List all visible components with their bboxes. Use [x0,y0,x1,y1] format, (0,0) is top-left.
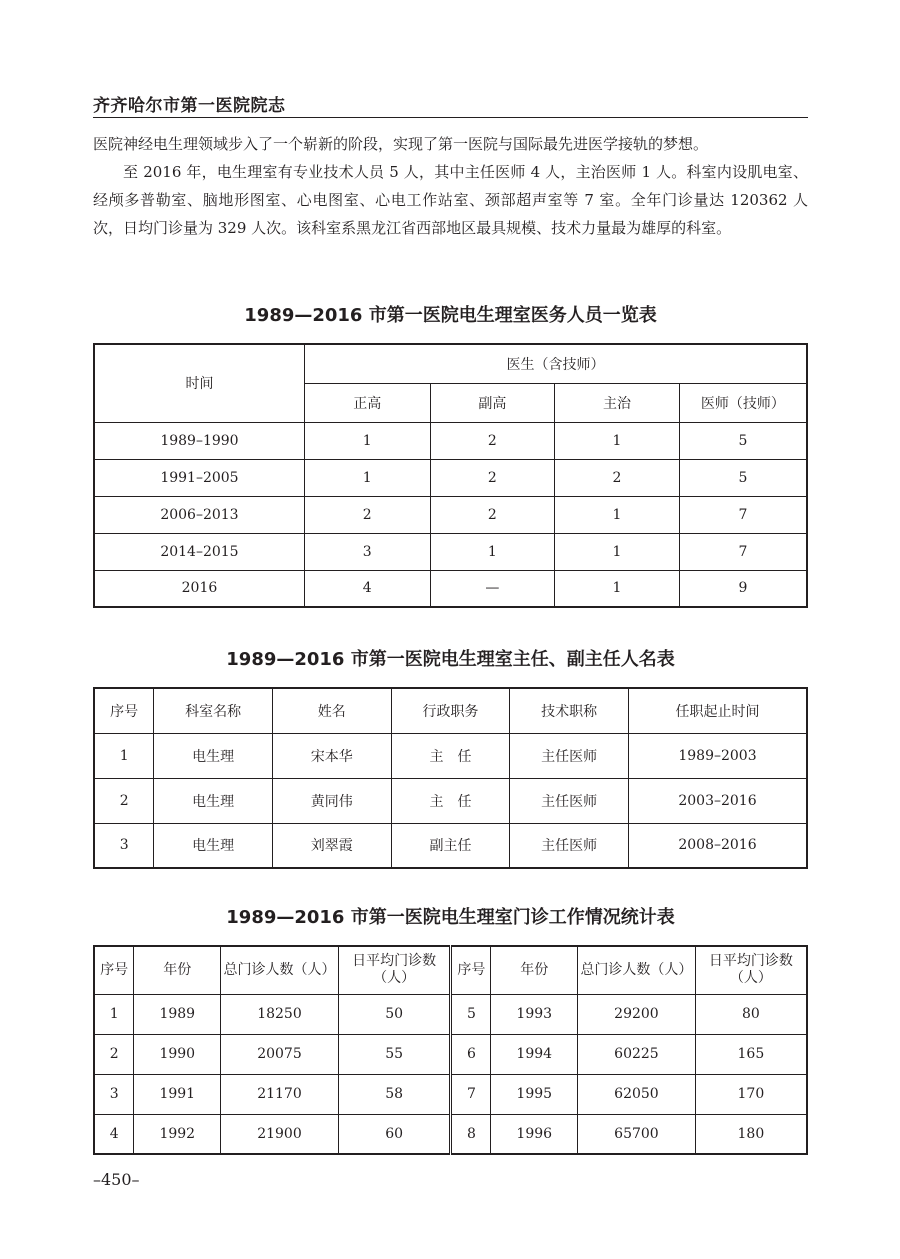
table-row [94,994,807,1034]
table2-header: 技术职称 [510,688,629,733]
table-row [94,1034,807,1074]
table3-title: 1989—2016 市第一医院电生理室门诊工作情况统计表 [226,907,675,928]
table-cell: 1 [304,422,430,459]
table-cell: 58 [338,1074,451,1114]
table-cell: 黄同伟 [272,778,391,823]
table-cell: 1994 [491,1034,578,1074]
table-cell: 电生理 [154,823,273,868]
running-header [93,89,808,118]
table-cell: 2 [430,422,555,459]
table-cell: 1995 [491,1074,578,1114]
table-cell: 2006–2013 [94,496,304,533]
table-cell: 3 [304,533,430,570]
table-cell: 1 [555,533,680,570]
table1-col-time: 时间 [94,344,304,422]
table-cell: 7 [679,496,807,533]
table-cell: 5 [679,422,807,459]
table-cell: 2003–2016 [628,778,807,823]
table-cell: 5 [451,994,491,1034]
table-cell: 7 [451,1074,491,1114]
table-cell: 1989–2003 [628,733,807,778]
table2-header: 姓名 [272,688,391,733]
table-cell: 1991–2005 [94,459,304,496]
paragraph-1: 医院神经电生理领域步入了一个崭新的阶段，实现了第一医院与国际最先进医学接轨的梦想。 [93,135,709,153]
table-row [94,496,807,533]
table-cell: 宋本华 [272,733,391,778]
directors-table [93,687,808,869]
table-row [94,1074,807,1114]
table-row [94,459,807,496]
table-cell: 165 [695,1034,807,1074]
table-cell: 2 [94,1034,134,1074]
table-cell: 1993 [491,994,578,1034]
table-cell: 1 [555,570,680,607]
table-cell: 3 [94,823,154,868]
table-cell: 1 [94,733,154,778]
table1-subheader: 医师（技师） [679,383,807,422]
table2-header: 科室名称 [154,688,273,733]
table1-group-header: 医生（含技师） [304,344,807,383]
table-cell: 副主任 [391,823,510,868]
table-cell: 刘翠霞 [272,823,391,868]
table-cell: 21900 [221,1114,339,1154]
page-number: –450– [93,1170,140,1189]
table-cell: 50 [338,994,451,1034]
table-cell: 65700 [578,1114,696,1154]
table-cell: 1996 [491,1114,578,1154]
table3-header: 序号 [451,946,491,994]
table-row [94,533,807,570]
table-cell: 55 [338,1034,451,1074]
table3-header: 日平均门诊数（人） [338,946,451,994]
table-cell: 170 [695,1074,807,1114]
table-cell: 1989–1990 [94,422,304,459]
header-title: 齐齐哈尔市第一医院院志 [93,96,286,116]
table3-header: 年份 [134,946,221,994]
table-cell: 主任医师 [510,823,629,868]
table-cell: 62050 [578,1074,696,1114]
table-cell: 29200 [578,994,696,1034]
table3-header: 总门诊人数（人） [578,946,696,994]
table-cell: — [430,570,555,607]
table2-header: 行政职务 [391,688,510,733]
table-cell: 1990 [134,1034,221,1074]
table-cell: 9 [679,570,807,607]
table-cell: 2008–2016 [628,823,807,868]
table-cell: 21170 [221,1074,339,1114]
table-cell: 1 [555,422,680,459]
staff-table [93,343,808,608]
table-row [94,823,807,868]
table-row [94,733,807,778]
table-cell: 7 [679,533,807,570]
table-row [94,422,807,459]
outpatient-stats-table [93,945,808,1155]
table-cell: 1 [555,496,680,533]
table-cell: 电生理 [154,778,273,823]
table-cell: 2 [555,459,680,496]
table-row [94,1114,807,1154]
table1-subheader: 主治 [555,383,680,422]
table-cell: 3 [94,1074,134,1114]
table-cell: 20075 [221,1034,339,1074]
table2-header: 任职起止时间 [628,688,807,733]
table-cell: 60225 [578,1034,696,1074]
table-cell: 1992 [134,1114,221,1154]
table1-subheader: 正高 [304,383,430,422]
table3-header: 序号 [94,946,134,994]
table-cell: 2014–2015 [94,533,304,570]
paragraph-2: 至 2016 年，电生理室有专业技术人员 5 人，其中主任医师 4 人，主治医师 1 人。科室内设肌电室、经颅多普勒室、脑地形图室、心电图室、心电工作站室、颈部超声室等 7 室。全年门诊量达 120362 人次，日均门诊量为 329 人次。该科室系黑龙江省西部地区最具规模、技术力量最为雄厚的科室。 [93,163,808,237]
table-cell: 2 [430,459,555,496]
table-cell: 主 任 [391,733,510,778]
table-cell: 80 [695,994,807,1034]
table-cell: 电生理 [154,733,273,778]
table-cell: 1 [304,459,430,496]
table-cell: 60 [338,1114,451,1154]
table-cell: 4 [94,1114,134,1154]
table-cell: 2 [304,496,430,533]
table-cell: 2 [430,496,555,533]
table-cell: 2 [94,778,154,823]
table-cell: 主任医师 [510,778,629,823]
table3-header: 总门诊人数（人） [221,946,339,994]
table-cell: 18250 [221,994,339,1034]
table-cell: 1 [94,994,134,1034]
table-cell: 6 [451,1034,491,1074]
table2-title: 1989—2016 市第一医院电生理室主任、副主任人名表 [226,649,675,670]
table3-header: 年份 [491,946,578,994]
table-cell: 1989 [134,994,221,1034]
table-cell: 8 [451,1114,491,1154]
table-cell: 主 任 [391,778,510,823]
table-cell: 1 [430,533,555,570]
table-cell: 5 [679,459,807,496]
table-cell: 180 [695,1114,807,1154]
table-cell: 1991 [134,1074,221,1114]
table-cell: 2016 [94,570,304,607]
table1-title: 1989—2016 市第一医院电生理室医务人员一览表 [244,305,657,326]
table1-subheader: 副高 [430,383,555,422]
table3-header: 日平均门诊数（人） [695,946,807,994]
table-row [94,570,807,607]
table2-header: 序号 [94,688,154,733]
table-cell: 4 [304,570,430,607]
table-row [94,778,807,823]
table-cell: 主任医师 [510,733,629,778]
